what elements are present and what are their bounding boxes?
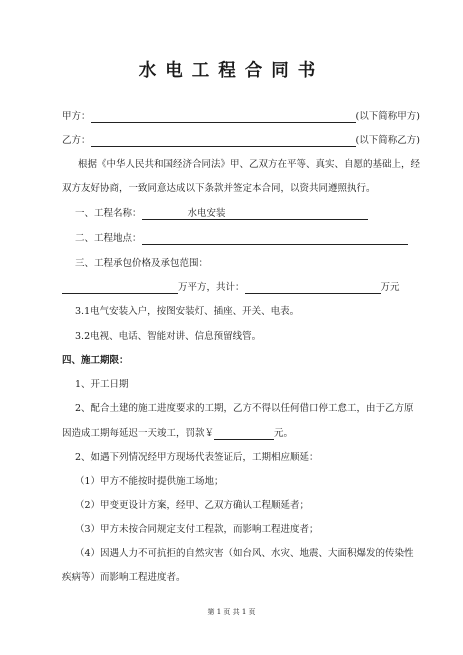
item-3-2: 3.2电视、电话、智能对讲、信息预留线管。 [75, 331, 262, 342]
party-b-field[interactable] [91, 135, 356, 147]
section-4-label: 四、施工期限： [62, 355, 129, 366]
project-name-lead-line [142, 208, 188, 220]
section-2-row [75, 233, 408, 245]
intro-line-1: 根据《中华人民共和国经济合同法》甲、乙双方在平等、真实、自愿的基础上，经 [78, 159, 421, 170]
penalty-amount-field[interactable] [214, 428, 274, 440]
party-b-label: 乙方： [62, 135, 91, 146]
project-name-value[interactable]: 水电安装 [188, 208, 368, 220]
party-b-row [62, 135, 420, 147]
item-3-1: 3.1电气安装入户，按图安装灯、插座、开关、电表。 [75, 306, 300, 317]
condition-4-line-1: （4）因遇人力不可抗拒的自然灾害（如台风、水灾、地震、大面积爆发的传染性 [75, 548, 414, 559]
money-unit: 万元 [380, 282, 400, 293]
area-field[interactable] [62, 282, 178, 294]
total-price-field[interactable] [245, 282, 381, 294]
price-row [62, 282, 400, 294]
party-a-field[interactable] [91, 111, 356, 123]
document-title: 水电工程合同书 [138, 61, 325, 81]
area-unit: 万平方，共计： [178, 282, 245, 293]
condition-4-line-2: 疾病等）而影响工程进度者。 [62, 572, 186, 583]
clause-3-text: 2、如遇下列情况经甲方现场代表签证后，工期相应顺延： [75, 452, 319, 463]
project-location-field[interactable] [142, 233, 408, 245]
party-a-label: 甲方： [62, 111, 91, 122]
party-b-suffix: (以下简称乙方) [355, 135, 420, 146]
condition-2: （2）甲变更设计方案，经甲、乙双方确认工程顺延者； [75, 500, 310, 511]
clause-2-line-2 [62, 428, 293, 440]
section-2-label: 二、工程地点： [75, 233, 142, 244]
party-a-suffix: (以下简称甲方) [355, 111, 420, 122]
condition-1: （1）甲方不能按时提供施工场地； [75, 476, 224, 487]
intro-line-2: 双方友好协商，一致同意达成以下条款并签定本合同，以资共同遵照执行。 [62, 183, 376, 194]
section-3-label: 三、工程承包价格及承包范围： [75, 258, 209, 269]
condition-3: （3）甲方未按合同规定支付工程款，而影响工程进度者； [75, 524, 319, 535]
section-1-row [75, 208, 368, 220]
start-date-label: 1、开工日期 [75, 379, 129, 390]
clause-2-line-1: 2、配合土建的施工进度要求的工期，乙方不得以任何借口停工怠工，由于乙方原 [75, 403, 414, 414]
penalty-unit: 元。 [274, 428, 294, 439]
page-footer: 第 1 页 共 1 页 [207, 608, 256, 616]
penalty-text: 因造成工期每延迟一天竣工，罚款￥ [62, 428, 215, 439]
section-1-label: 一、工程名称： [75, 208, 142, 219]
party-a-row [62, 111, 420, 123]
